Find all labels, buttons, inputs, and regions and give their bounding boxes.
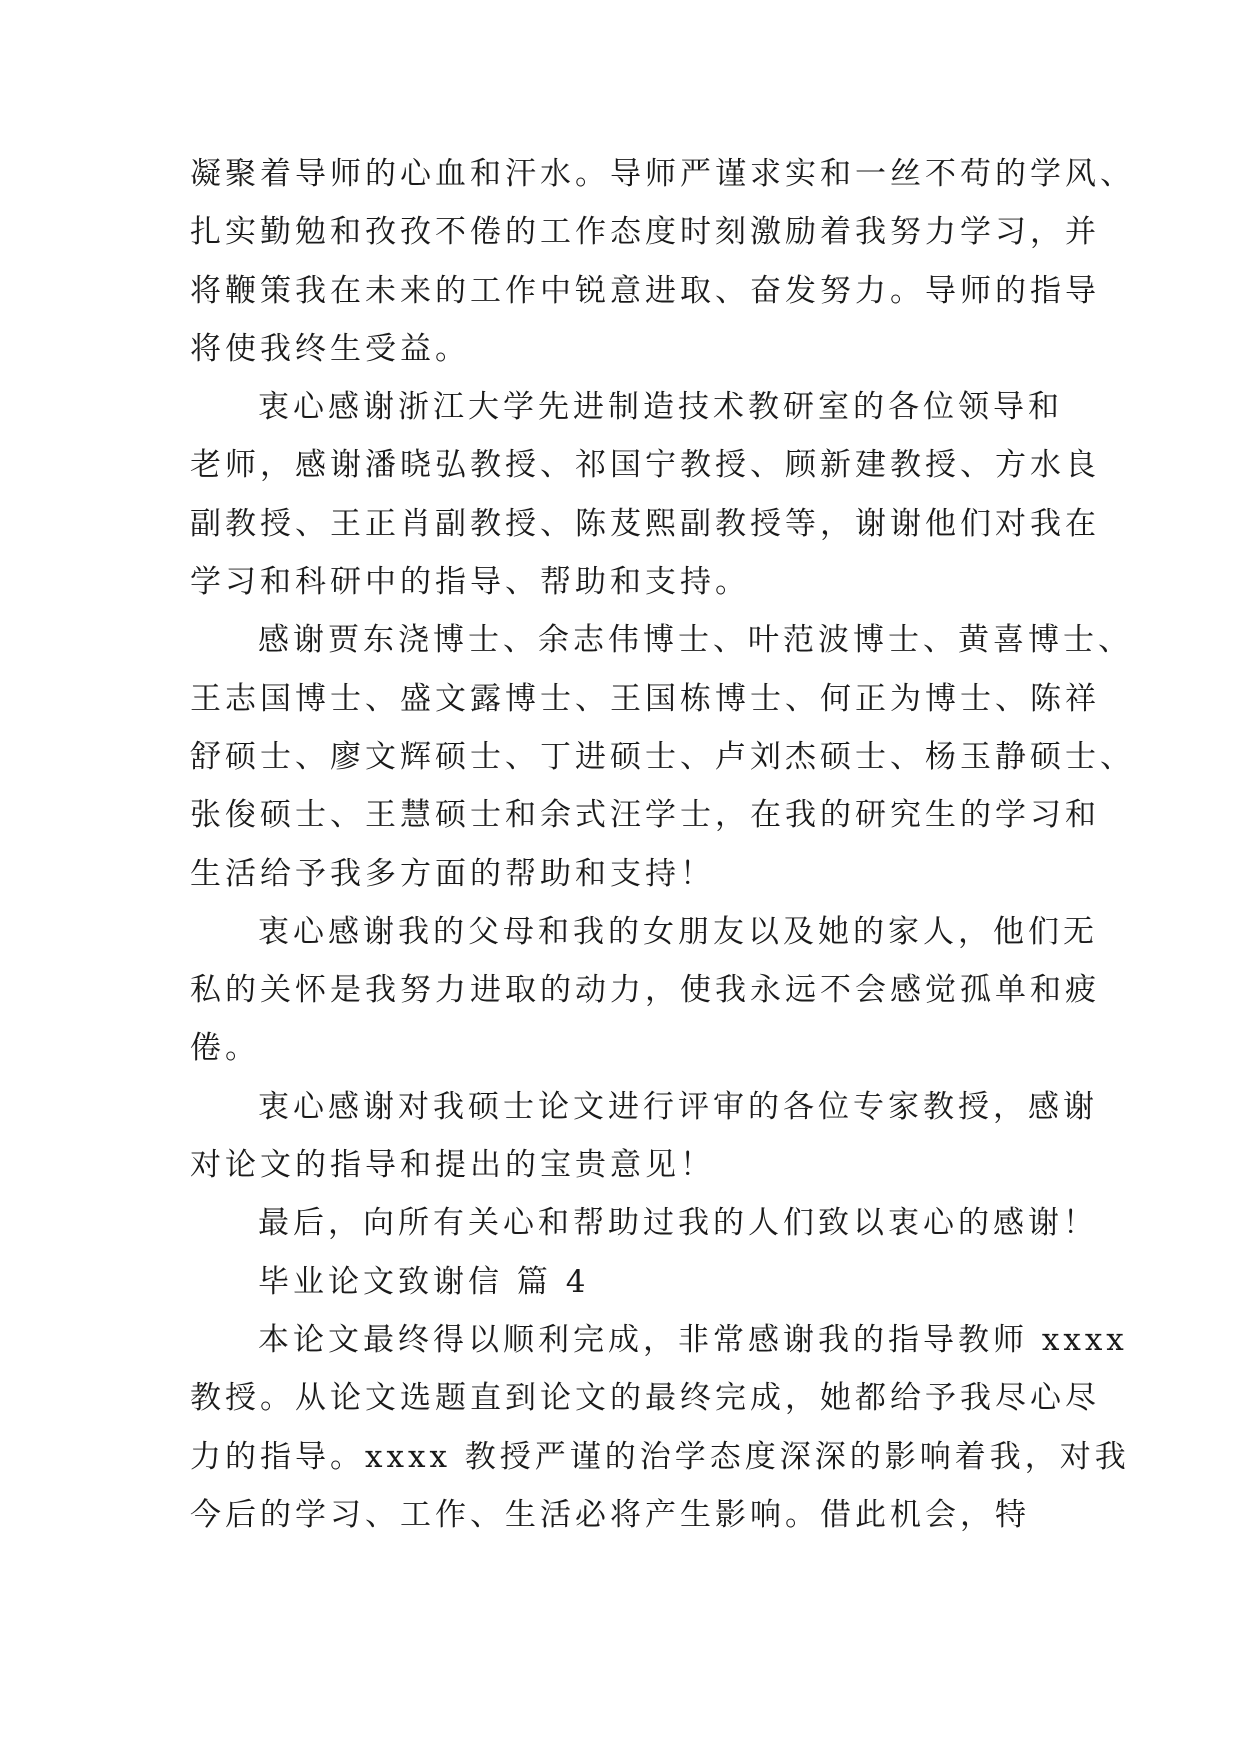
text-line: 学习和科研中的指导、帮助和支持。 [190,564,750,601]
body-text [190,145,1135,1544]
text-line: 将使我终生受益。 [190,330,470,367]
text-line: 衷心感谢浙江大学先进制造技术教研室的各位领导和 [258,389,1063,426]
text-line: 感谢贾东浇博士、余志伟博士、叶范波博士、黄喜博士、 [258,622,1133,659]
text-line: 衷心感谢对我硕士论文进行评审的各位专家教授，感谢 [258,1088,1098,1125]
text-line: 凝聚着导师的心血和汗水。导师严谨求实和一丝不苟的学风、 [190,156,1135,192]
text-line: 舒硕士、廖文辉硕士、丁进硕士、卢刘杰硕士、杨玉静硕士、 [190,738,1135,775]
text-line: 今后的学习、工作、生活必将产生影响。借此机会，特 [190,1496,1030,1533]
text-line: 教授。从论文选题直到论文的最终完成，她都给予我尽心尽 [190,1380,1100,1417]
text-line: 生活给予我多方面的帮助和支持！ [190,855,715,892]
text-line: 力的指导。xxxx 教授严谨的治学态度深深的影响着我，对我 [190,1438,1130,1475]
text-line: 倦。 [190,1030,260,1067]
text-line: 张俊硕士、王慧硕士和余式汪学士，在我的研究生的学习和 [190,797,1100,834]
text-line: 扎实勤勉和孜孜不倦的工作态度时刻激励着我努力学习，并 [190,214,1100,251]
text-line: 衷心感谢我的父母和我的女朋友以及她的家人，他们无 [258,913,1098,950]
text-line: 私的关怀是我努力进取的动力，使我永远不会感觉孤单和疲 [190,972,1100,1009]
text-line: 王志国博士、盛文露博士、王国栋博士、何正为博士、陈祥 [190,680,1100,717]
text-line: 将鞭策我在未来的工作中锐意进取、奋发努力。导师的指导 [190,272,1100,309]
text-line: 本论文最终得以顺利完成，非常感谢我的指导教师 xxxx [258,1321,1128,1358]
text-line: 对论文的指导和提出的宝贵意见！ [190,1147,715,1184]
text-line: 副教授、王正肖副教授、陈芨熙副教授等，谢谢他们对我在 [190,505,1100,542]
text-line: 毕业论文致谢信 篇 4 [258,1263,590,1300]
text-line: 老师，感谢潘晓弘教授、祁国宁教授、顾新建教授、方水良 [190,447,1100,484]
text-line: 最后，向所有关心和帮助过我的人们致以衷心的感谢！ [258,1205,1098,1242]
